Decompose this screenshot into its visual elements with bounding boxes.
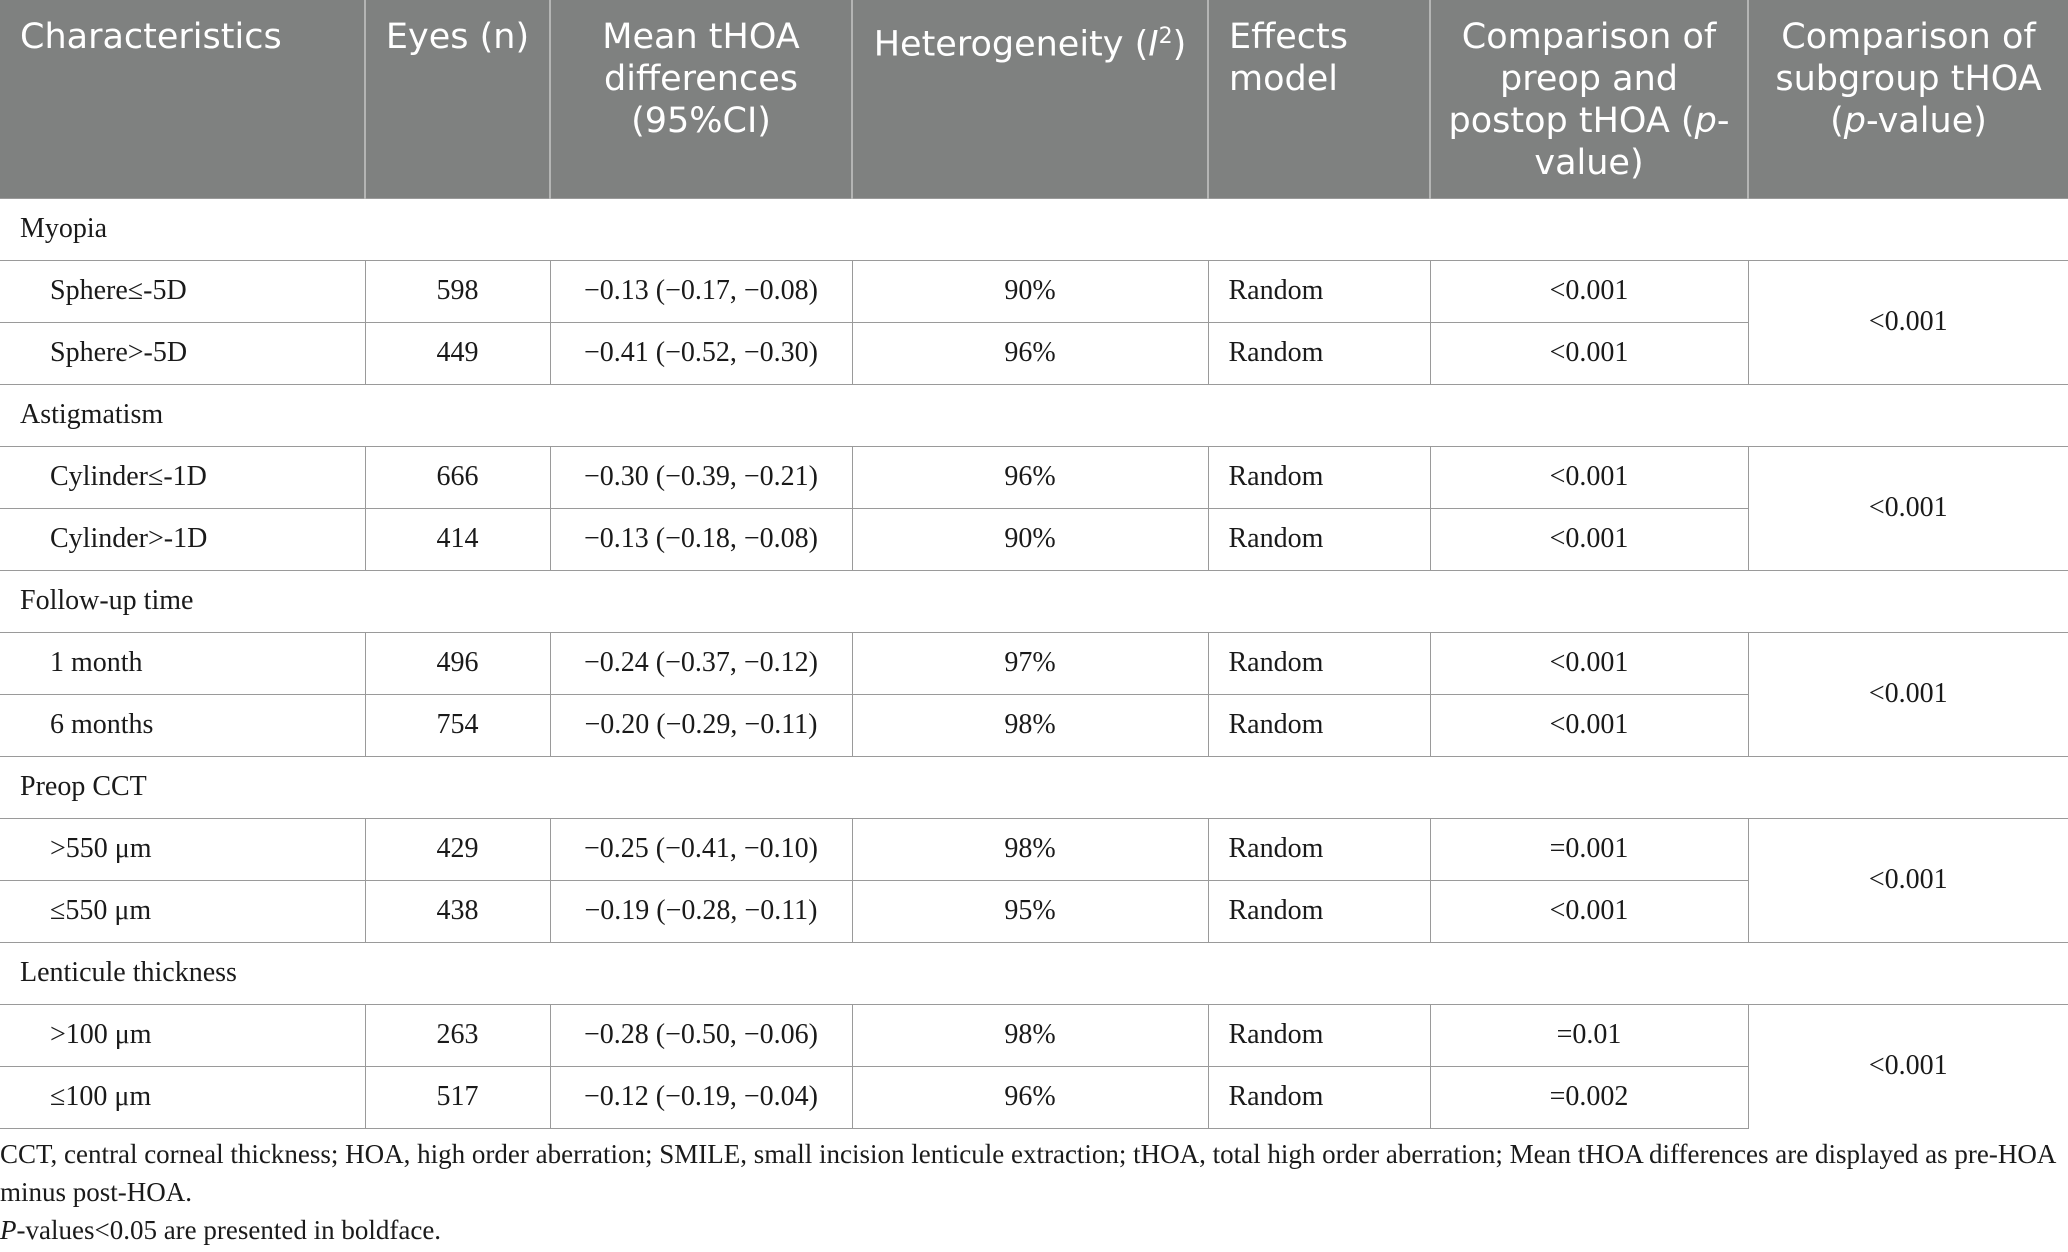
row-label: 6 months xyxy=(0,694,365,756)
effects-model-cell: Random xyxy=(1208,446,1430,508)
eyes-cell: 414 xyxy=(365,508,550,570)
mean-diff-cell: −0.20 (−0.29, −0.11) xyxy=(550,694,852,756)
group-row-follow-up-time xyxy=(0,570,2068,632)
group-label: Astigmatism xyxy=(0,384,2068,446)
eyes-cell: 449 xyxy=(365,322,550,384)
table-row xyxy=(0,1004,2068,1066)
mean-diff-cell: −0.12 (−0.19, −0.04) xyxy=(550,1066,852,1128)
heterogeneity-cell: 97% xyxy=(852,632,1208,694)
footnote-boldface: P-values<0.05 are presented in boldface. xyxy=(0,1215,442,1245)
subgroup-p-cell: <0.001 xyxy=(1748,632,2068,756)
eyes-cell: 263 xyxy=(365,1004,550,1066)
mean-diff-cell: −0.24 (−0.37, −0.12) xyxy=(550,632,852,694)
effects-model-cell: Random xyxy=(1208,1066,1430,1128)
table-row xyxy=(0,446,2068,508)
mean-diff-cell: −0.25 (−0.41, −0.10) xyxy=(550,818,852,880)
eyes-cell: 517 xyxy=(365,1066,550,1128)
group-label: Lenticule thickness xyxy=(0,942,2068,1004)
group-row-astigmatism xyxy=(0,384,2068,446)
effects-model-cell: Random xyxy=(1208,694,1430,756)
heterogeneity-cell: 98% xyxy=(852,818,1208,880)
effects-model-cell: Random xyxy=(1208,1004,1430,1066)
header-characteristics: Characteristics xyxy=(0,0,365,198)
row-label: ≤550 μm xyxy=(0,880,365,942)
table-row xyxy=(0,260,2068,322)
p-value-cell: <0.001 xyxy=(1430,322,1748,384)
effects-model-cell: Random xyxy=(1208,818,1430,880)
table-footnotes xyxy=(0,1135,2060,1249)
group-row-lenticule-thickness xyxy=(0,942,2068,1004)
eyes-cell: 666 xyxy=(365,446,550,508)
header-heterogeneity: Heterogeneity $(I^2)$ xyxy=(852,0,1208,198)
effects-model-cell: Random xyxy=(1208,260,1430,322)
p-value-cell: =0.001 xyxy=(1430,818,1748,880)
group-label: Preop CCT xyxy=(0,756,2068,818)
subgroup-p-cell: <0.001 xyxy=(1748,1004,2068,1128)
p-value-cell: <0.001 xyxy=(1430,508,1748,570)
heterogeneity-cell: 90% xyxy=(852,508,1208,570)
group-label: Myopia xyxy=(0,198,2068,260)
p-value-cell: <0.001 xyxy=(1430,446,1748,508)
effects-model-cell: Random xyxy=(1208,880,1430,942)
header-comparison-pre-post: Comparison of preop and postop tHOA (p-value) xyxy=(1430,0,1748,198)
effects-model-cell: Random xyxy=(1208,322,1430,384)
header-mean-diff: Mean tHOA differences (95%CI) xyxy=(550,0,852,198)
mean-diff-cell: −0.28 (−0.50, −0.06) xyxy=(550,1004,852,1066)
effects-model-cell: Random xyxy=(1208,508,1430,570)
group-label: Follow-up time xyxy=(0,570,2068,632)
header-row xyxy=(0,0,2068,198)
row-label: Cylinder≤-1D xyxy=(0,446,365,508)
eyes-cell: 429 xyxy=(365,818,550,880)
subgroup-p-cell: <0.001 xyxy=(1748,260,2068,384)
table-row xyxy=(0,818,2068,880)
effects-model-cell: Random xyxy=(1208,632,1430,694)
eyes-cell: 438 xyxy=(365,880,550,942)
p-value-cell: =0.01 xyxy=(1430,1004,1748,1066)
heterogeneity-cell: 90% xyxy=(852,260,1208,322)
row-label: >100 μm xyxy=(0,1004,365,1066)
mean-diff-cell: −0.13 (−0.17, −0.08) xyxy=(550,260,852,322)
subgroup-p-cell: <0.001 xyxy=(1748,818,2068,942)
header-comparison-subgroup: Comparison of subgroup tHOA (p-value) xyxy=(1748,0,2068,198)
heterogeneity-cell: 96% xyxy=(852,1066,1208,1128)
eyes-cell: 754 xyxy=(365,694,550,756)
heterogeneity-cell: 98% xyxy=(852,694,1208,756)
row-label: ≤100 μm xyxy=(0,1066,365,1128)
row-label: Sphere>-5D xyxy=(0,322,365,384)
heterogeneity-cell: 96% xyxy=(852,322,1208,384)
heterogeneity-cell: 98% xyxy=(852,1004,1208,1066)
group-row-myopia xyxy=(0,198,2068,260)
header-eyes: Eyes (n) xyxy=(365,0,550,198)
mean-diff-cell: −0.30 (−0.39, −0.21) xyxy=(550,446,852,508)
p-value-cell: <0.001 xyxy=(1430,260,1748,322)
mean-diff-cell: −0.41 (−0.52, −0.30) xyxy=(550,322,852,384)
heterogeneity-cell: 95% xyxy=(852,880,1208,942)
group-row-preop-cct xyxy=(0,756,2068,818)
p-value-cell: <0.001 xyxy=(1430,880,1748,942)
subgroup-p-cell: <0.001 xyxy=(1748,446,2068,570)
eyes-cell: 496 xyxy=(365,632,550,694)
row-label: Sphere≤-5D xyxy=(0,260,365,322)
mean-diff-cell: −0.13 (−0.18, −0.08) xyxy=(550,508,852,570)
mean-diff-cell: −0.19 (−0.28, −0.11) xyxy=(550,880,852,942)
eyes-cell: 598 xyxy=(365,260,550,322)
row-label: >550 μm xyxy=(0,818,365,880)
p-value-cell: <0.001 xyxy=(1430,632,1748,694)
footnote-abbreviations: CCT, central corneal thickness; HOA, high order aberration; SMILE, small incision lenticule extraction; tHOA, total high order aberration; Mean tHOA differences are displayed as pre-HOA minus post-HOA. xyxy=(0,1139,2055,1207)
p-value-cell: =0.002 xyxy=(1430,1066,1748,1128)
row-label: 1 month xyxy=(0,632,365,694)
table-row xyxy=(0,632,2068,694)
p-value-cell: <0.001 xyxy=(1430,694,1748,756)
row-label: Cylinder>-1D xyxy=(0,508,365,570)
header-effects-model: Effects model xyxy=(1208,0,1430,198)
heterogeneity-cell: 96% xyxy=(852,446,1208,508)
